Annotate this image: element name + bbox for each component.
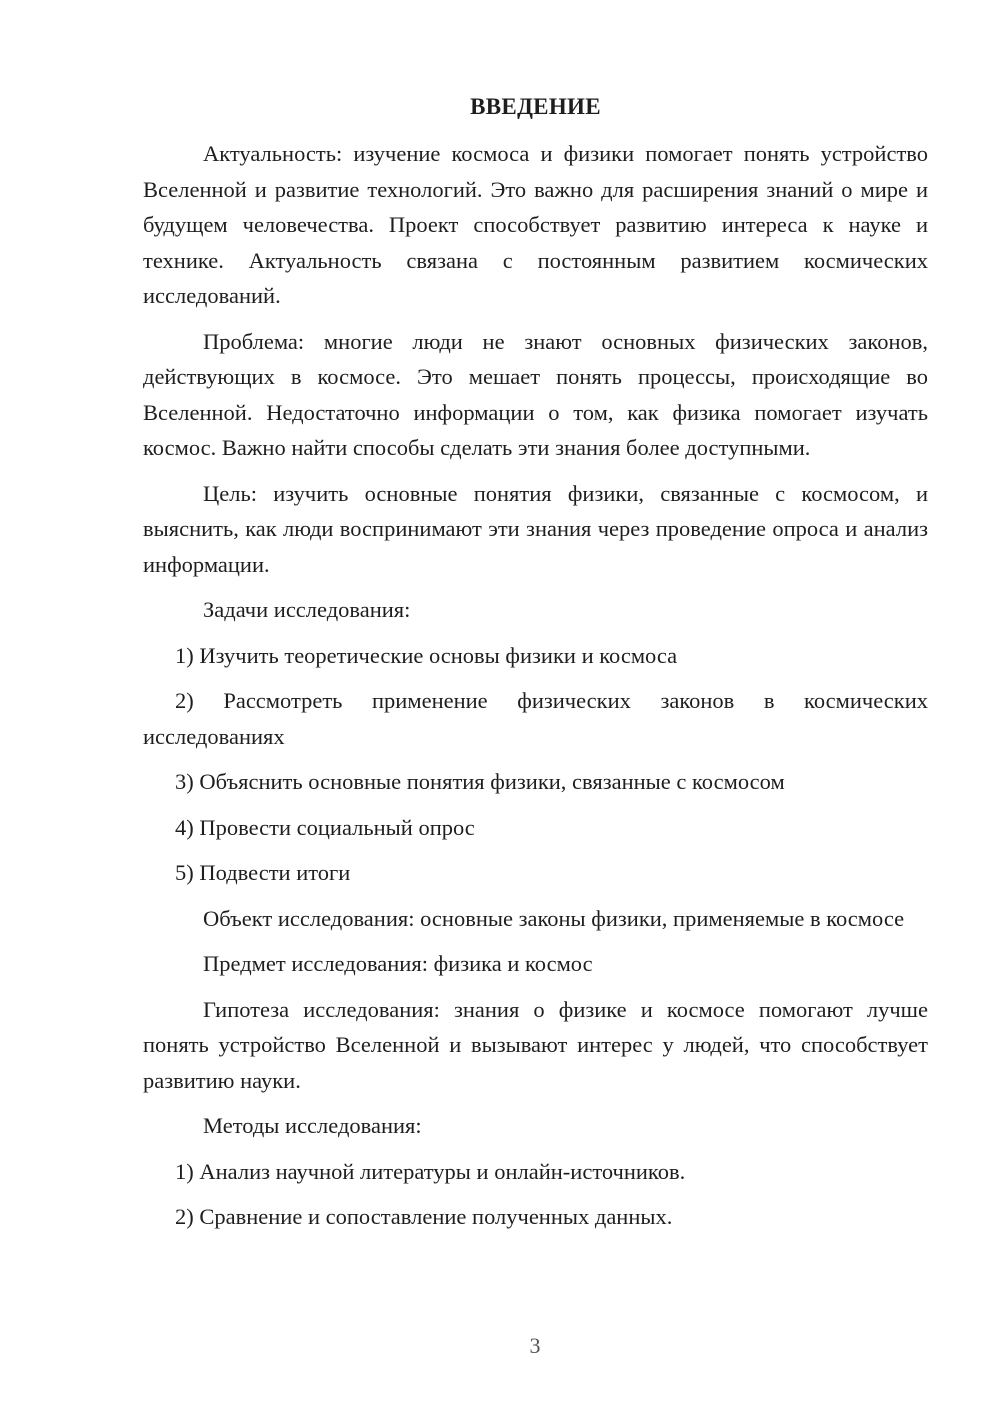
method-item-1: 1) Анализ научной литературы и онлайн-источников. (175, 1158, 686, 1184)
paragraph-relevance: Актуальность: изучение космоса и физики помогает понять устройство Вселенной и развитие технологий. Это важно для расширения знаний о мире и будущем человечества. Проект способствует развитию интереса к науке и технике. Актуальность связана с постоянным развитием космических исследований. (143, 141, 928, 308)
page-content (143, 94, 928, 1235)
task-item-5: 5) Подвести итоги (175, 860, 351, 885)
paragraph-problem: Проблема: многие люди не знают основных физических законов, действующих в космосе. Это мешает понять процессы, происходящие во Вселенной. Недостаточно информации о том, как физика помогает изучать космос. Важно найти способы сделать эти знания более доступными. (143, 328, 928, 460)
tasks-heading: Задачи исследования: (203, 597, 411, 622)
method-item-2: 2) Сравнение и сопоставление полученных данных. (175, 1204, 673, 1229)
task-item-3: 3) Объяснить основные понятия физики, связанные с космосом (175, 769, 785, 794)
task-item-2: 2) Рассмотреть применение физических законов в космических исследованиях (143, 688, 928, 749)
page-number: 3 (529, 1333, 541, 1358)
page-title: ВВЕДЕНИЕ (470, 94, 601, 119)
task-item-4: 4) Провести социальный опрос (175, 814, 475, 840)
task-item-1: 1) Изучить теоретические основы физики и космоса (175, 642, 678, 668)
paragraph-subject: Предмет исследования: физика и космос (203, 951, 593, 976)
paragraph-object: Объект исследования: основные законы физики, применяемые в космосе (203, 905, 905, 931)
paragraph-hypothesis: Гипотеза исследования: знания о физике и космосе помогают лучше понять устройство Вселенной и вызывают интерес у людей, что способствует развитию науки. (143, 996, 928, 1093)
methods-heading: Методы исследования: (203, 1113, 422, 1138)
paragraph-goal: Цель: изучить основные понятия физики, связанные с космосом, и выяснить, как люди воспринимают эти знания через проведение опроса и анализ информации. (143, 480, 928, 577)
